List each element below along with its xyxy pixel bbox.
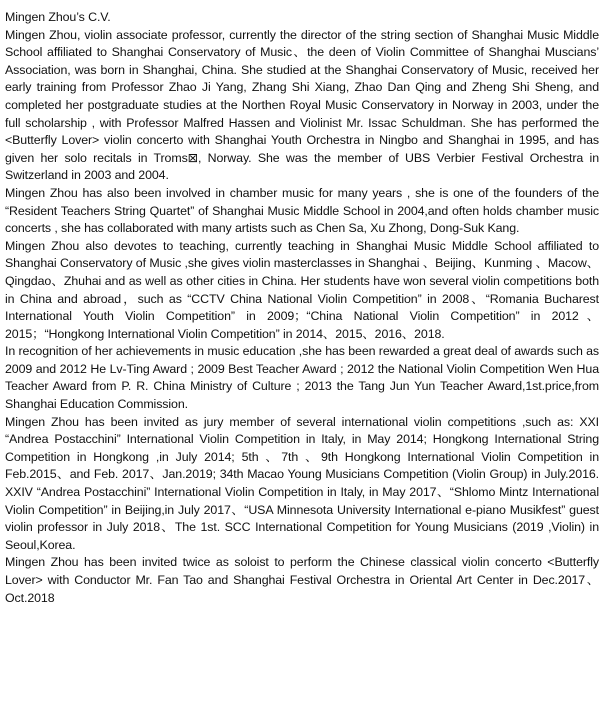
jury-paragraph: Mingen Zhou has been invited as jury member of several international violin competitions ,such as: XXI “Andrea Postacchini” International Violin Competition in Italy, in May 2014; Hongkong International String Competition in Hongkong ,in July 2014; 5th 、7th 、9th Hongkong International Violin Competition in Feb.2015、and Feb. 2017、Jan.2019; 34th Macao Young Musicians Competition (Violin Group) in July.2016. XXIV “Andrea Postacchini” International Violin Competition in Italy, in May 2017、“Shlomo Mintz International Violin Competition” in Beijing,in July 2017、“USA Minnesota University International e-piano Musikfest” guest violin professor in July 2018、The 1st. SCC International Competition for Young Musicians (2019 ,Violin) in Seoul,Korea. [5,414,599,552]
cv-title: Mingen Zhou’s C.V. [5,10,111,24]
cv-document [5,9,599,607]
awards-paragraph: In recognition of her achievements in music education ,she has been rewarded a great deal of awards such as 2009 and 2012 He Lv-Ting Award ; 2009 Best Teacher Award ; 2012 the National Violin Competition Wen Hua Teacher Award from P. R. China Ministry of Culture ; 2013 the Tang Jun Yun Teacher Award,1st.price,from Shanghai Education Commission. [5,344,599,412]
bio-paragraph: Mingen Zhou, violin associate professor, currently the director of the string section of Shanghai Music Middle School affiliated to Shanghai Conservatory of Music、the deen of Violin Committee of Shanghai Muscians’ Association, was born in Shanghai, China. She studied at the Shanghai Conservatory of Music, received her early training from Professor Zhao Ji Yang, Zhang Shi Xiang, Zhao Dan Qing and Zheng Shi Sheng, and completed her postgraduate studies at the Northen Royal Music Conservatory in Norway in 2003, under the full scholarship , with Professor Malfred Hassen and Violinist Mr. Issac Schuldman. She has performed the <Butterfly Lover> violin concerto with Shanghai Youth Orchestra in Ningbo and Shanghai in 1995, and has given her solo recitals in Troms⊠, Norway. She was the member of UBS Verbier Festival Orchestra in Switzerland in 2003 and 2004. [5,27,599,183]
teaching-paragraph: Mingen Zhou also devotes to teaching, currently teaching in Shanghai Music Middle School affiliated to Shanghai Conservatory of Music ,she gives violin masterclasses in Shanghai 、Beijing、Kunming 、Macow、Qingdao、Zhuhai and as well as other cities in China. Her students have won several violin competitions both in China and abroad，such as “CCTV China National Violin Competition” in 2008、“Romania Bucharest International Youth Violin Competition” in 2009；“China National Violin Competition” in 2012、2015；“Hongkong International Violin Competition” in 2014、2015、2016、2018. [5,238,599,341]
soloist-paragraph: Mingen Zhou has been invited twice as soloist to perform the Chinese classical violin concerto <Butterfly Lover> with Conductor Mr. Fan Tao and Shanghai Festival Orchestra in Oriental Art Center in Dec.2017、Oct.2018 [5,555,599,605]
chamber-music-paragraph: Mingen Zhou has also been involved in chamber music for many years , she is one of the founders of the “Resident Teachers String Quartet” of Shanghai Music Middle School in 2004,and often holds chamber music concerts , she has collaborated with many artists such as Chen Sa, Xu Zhong, Dong-Suk Kang. [5,185,599,236]
